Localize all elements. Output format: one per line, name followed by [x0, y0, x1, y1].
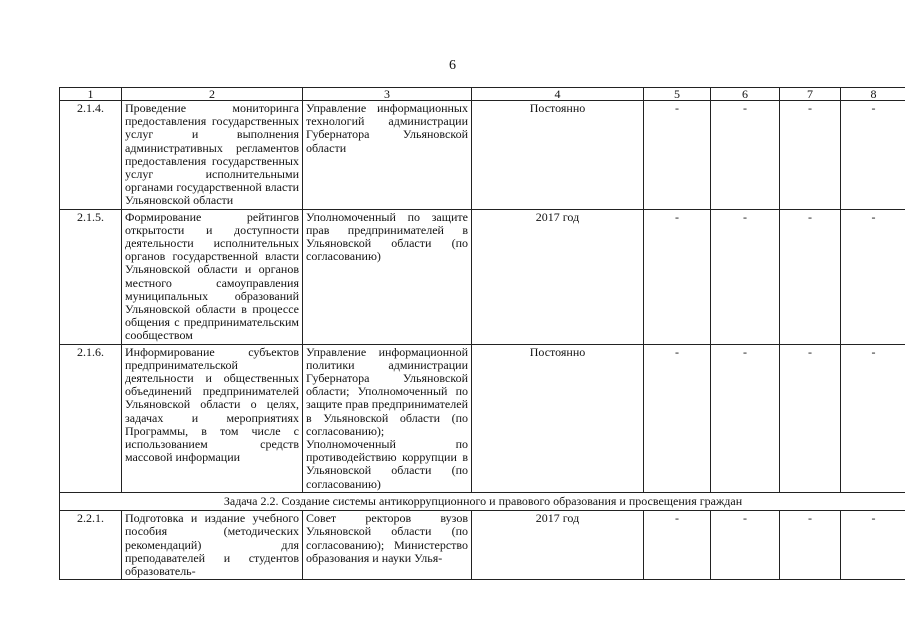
table-row: [60, 209, 905, 344]
funding-cell: -: [644, 101, 711, 210]
table-row: [60, 511, 905, 580]
item-number: 2.1.5.: [60, 209, 122, 344]
column-number: 1: [60, 88, 122, 101]
task-heading-row: [60, 492, 905, 510]
column-number-row: [60, 88, 905, 101]
funding-cell: -: [644, 511, 711, 580]
action-description: Формирование рейтингов открытости и доступности деятельности исполнительных органов государственной власти Ульяновской области и органов местного самоуправления муниципальных образований Ульяновской области в процессе общения с предпринимательским сообществом: [122, 209, 303, 344]
column-number: 4: [472, 88, 644, 101]
implementation-term: Постоянно: [472, 344, 644, 492]
table-row: [60, 101, 905, 210]
column-number: 3: [303, 88, 472, 101]
funding-cell: -: [841, 511, 905, 580]
measures-table: [59, 87, 905, 580]
implementation-term: 2017 год: [472, 209, 644, 344]
implementation-term: 2017 год: [472, 511, 644, 580]
action-description: Проведение мониторинга предоставления государственных услуг и выполнения административных регламентов предоставления государственных услуг исполнительными органами государственной власти Ульяновской области: [122, 101, 303, 210]
implementation-term: Постоянно: [472, 101, 644, 210]
responsible-executor: Управление информационных технологий администрации Губернатора Ульяновской области: [303, 101, 472, 210]
column-number: 8: [841, 88, 905, 101]
action-description: Подготовка и издание учебного пособия (методических рекомендаций) для преподавателей и студентов образователь-: [122, 511, 303, 580]
page-number: 6: [449, 58, 456, 73]
responsible-executor: Уполномоченный по защите прав предпринимателей в Ульяновской области (по согласованию): [303, 209, 472, 344]
item-number: 2.1.6.: [60, 344, 122, 492]
funding-cell: -: [841, 101, 905, 210]
item-number: 2.1.4.: [60, 101, 122, 210]
funding-cell: -: [644, 344, 711, 492]
column-number: 5: [644, 88, 711, 101]
item-number: 2.2.1.: [60, 511, 122, 580]
funding-cell: -: [780, 209, 841, 344]
column-number: 6: [711, 88, 780, 101]
responsible-executor: Совет ректоров вузов Ульяновской области (по согласованию); Министерство образования и науки Улья-: [303, 511, 472, 580]
funding-cell: -: [711, 511, 780, 580]
responsible-executor: Управление информационной политики администрации Губернатора Ульяновской области; Уполномоченный по защите прав предпринимателей в Ульяновской области (по согласованию); Уполномоченный по противодействию коррупции в Ульяновской области (по согласованию): [303, 344, 472, 492]
funding-cell: -: [780, 101, 841, 210]
action-description: Информирование субъектов предпринимательской деятельности и общественных объединений предпринимателей Ульяновской области о целях, задачах и мероприятиях Программы, в том числе с использованием средств массовой информации: [122, 344, 303, 492]
funding-cell: -: [711, 209, 780, 344]
column-number: 2: [122, 88, 303, 101]
funding-cell: -: [780, 511, 841, 580]
funding-cell: -: [780, 344, 841, 492]
task-heading: Задача 2.2. Создание системы антикоррупционного и правового образования и просвещения граждан: [60, 492, 905, 510]
funding-cell: -: [841, 344, 905, 492]
funding-cell: -: [711, 344, 780, 492]
funding-cell: -: [841, 209, 905, 344]
funding-cell: -: [644, 209, 711, 344]
table-row: [60, 344, 905, 492]
column-number: 7: [780, 88, 841, 101]
funding-cell: -: [711, 101, 780, 210]
